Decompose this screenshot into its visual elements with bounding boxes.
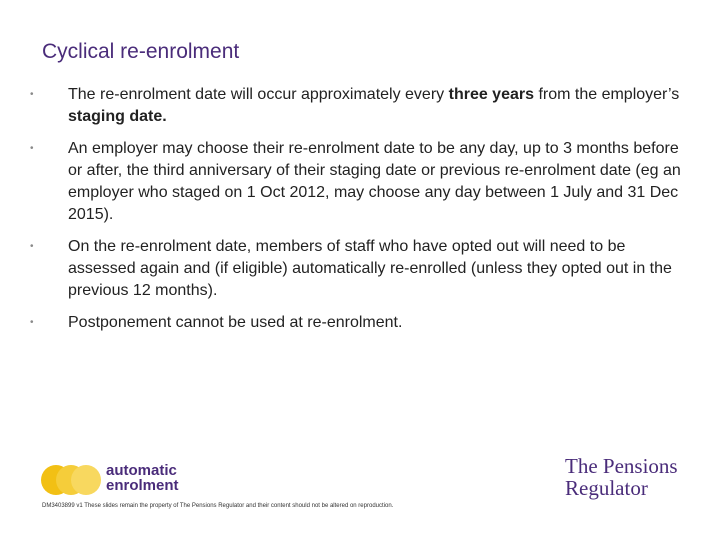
bullet-list [30, 84, 690, 334]
bullet-text: from the employer’s [534, 86, 680, 103]
bullet-text: The re-enrolment date will occur approximately every [68, 86, 449, 103]
bullet-text: On the re-enrolment date, members of staff who have opted out will need to be assessed again and (if eligible) automatically re-enrolled (unless they opted out in the previous 12 months). [68, 238, 672, 299]
logo-line-1: The Pensions [565, 454, 678, 478]
automatic-enrolment-logo-text [106, 463, 179, 493]
logo-circle-3 [71, 465, 101, 495]
footer-disclaimer: DM3403899 v1 These slides remain the property of The Pensions Regulator and their content should not be altered on reproduction. [42, 503, 394, 509]
bullet-text: Postponement cannot be used at re-enrolment. [68, 314, 403, 331]
logo-line-2: enrolment [106, 477, 179, 494]
slide-title: Cyclical re-enrolment [42, 40, 240, 63]
bullet-icon: • [30, 317, 34, 328]
pensions-regulator-logo [565, 455, 678, 499]
bullet-text-bold: three years [448, 86, 534, 103]
logo-line-2: Regulator [565, 476, 648, 500]
bullet-icon: • [30, 241, 34, 252]
bullet-text: An employer may choose their re-enrolment date to be any day, up to 3 months before or after, the third anniversary of their staging date or previous re-enrolment date (eg an employer who staged on 1 Oct 2012, may choose any day between 1 July and 31 Dec 2015). [68, 140, 681, 223]
bullet-item [30, 312, 690, 334]
bullet-item [30, 236, 690, 302]
bullet-icon: • [30, 89, 34, 100]
bullet-icon: • [30, 143, 34, 154]
bullet-item [30, 138, 690, 226]
logo-line-1: automatic [106, 462, 177, 479]
bullet-text-bold: staging date. [68, 108, 167, 125]
bullet-item [30, 84, 690, 128]
